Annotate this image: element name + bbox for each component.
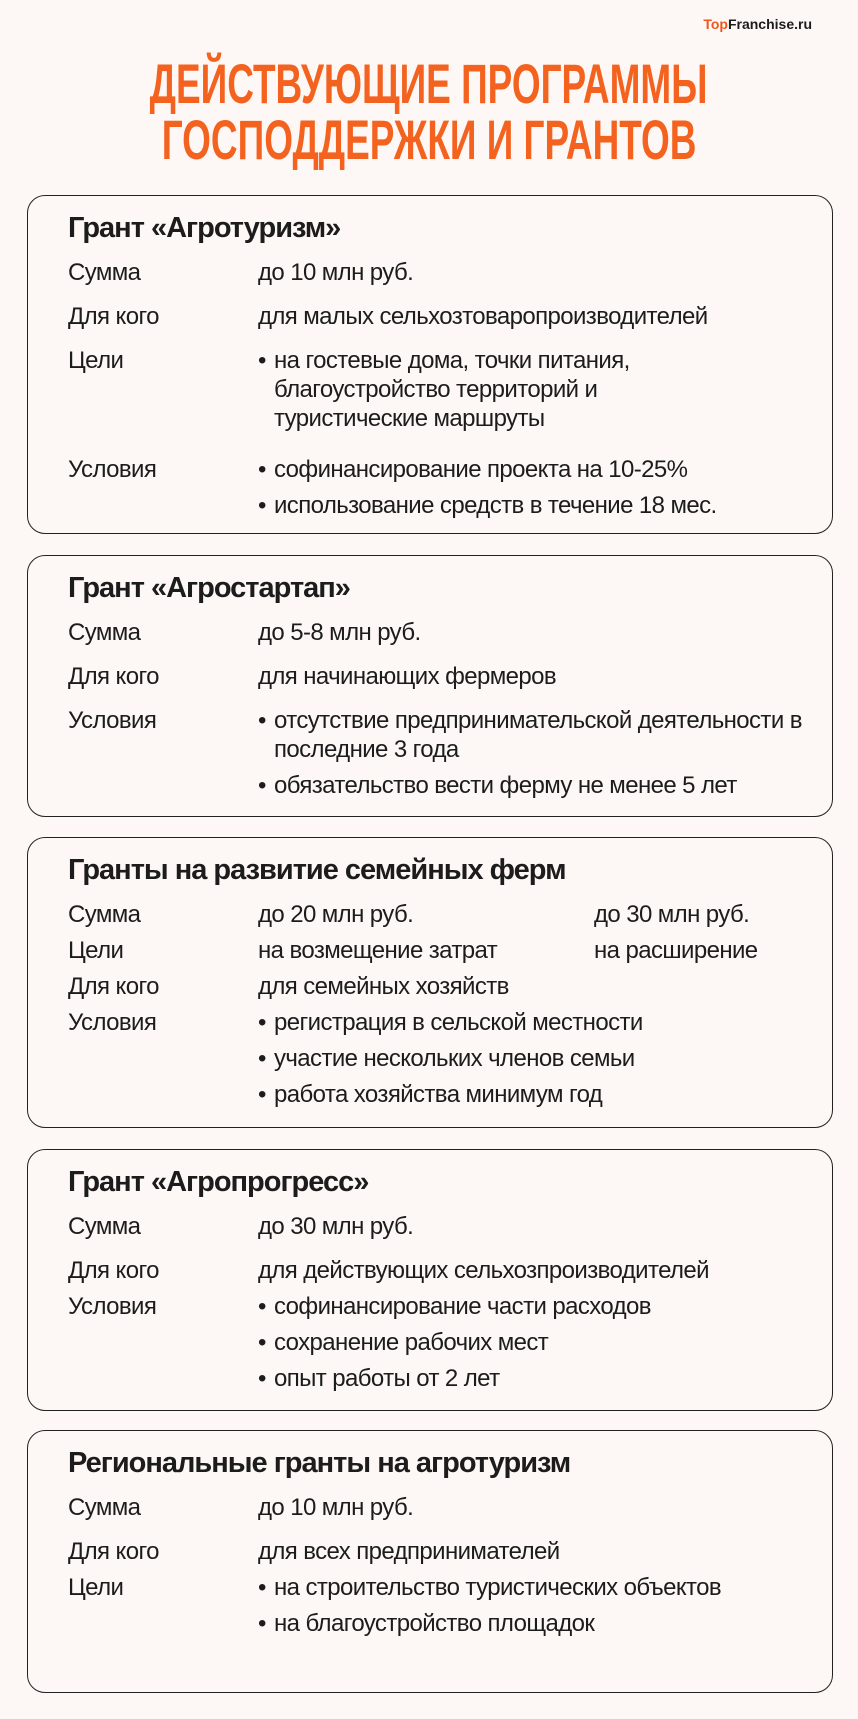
label: Сумма	[68, 259, 141, 286]
list-item: • софинансирование части расходов	[258, 1292, 818, 1321]
label: Сумма	[68, 619, 141, 646]
label: Сумма	[68, 901, 141, 928]
card-title: Грант «Агропрогресс»	[68, 1166, 369, 1198]
list-item: • софинансирование проекта на 10-25%	[258, 455, 818, 484]
value: на расширение	[594, 937, 758, 964]
label: Для кого	[68, 1538, 159, 1565]
value: до 10 млн руб.	[258, 259, 414, 286]
label: Цели	[68, 347, 124, 374]
label: Условия	[68, 707, 157, 734]
label: Для кого	[68, 663, 159, 690]
value: для семейных хозяйств	[258, 973, 509, 1000]
list-item: • на благоустройство площадок	[258, 1609, 818, 1638]
label: Условия	[68, 1009, 157, 1036]
value: до 30 млн руб.	[594, 901, 750, 928]
value: до 20 млн руб.	[258, 901, 414, 928]
list-item: • участие нескольких членов семьи	[258, 1044, 818, 1073]
value: на возмещение затрат	[258, 937, 498, 964]
label: Для кого	[68, 1257, 159, 1284]
list-item: • работа хозяйства минимум год	[258, 1080, 818, 1109]
label: Цели	[68, 1574, 124, 1601]
list-item: • регистрация в сельской местности	[258, 1008, 818, 1037]
label: Сумма	[68, 1494, 141, 1521]
grant-card-agrostartup	[27, 555, 833, 817]
list-item: • на строительство туристических объектов	[258, 1573, 818, 1602]
value: для начинающих фермеров	[258, 663, 557, 690]
grant-card-agrotourism	[27, 195, 833, 534]
label: Условия	[68, 1293, 157, 1320]
value: до 30 млн руб.	[258, 1213, 414, 1240]
grant-card-family-farms	[27, 837, 833, 1128]
card-title: Гранты на развитие семейных ферм	[68, 854, 566, 886]
list-item: • сохранение рабочих мест	[258, 1328, 818, 1357]
value: до 10 млн руб.	[258, 1494, 414, 1521]
list-item: • отсутствие предпринимательской деятельности в последние 3 года	[258, 706, 828, 764]
grant-card-regional	[27, 1430, 833, 1693]
card-title: Региональные гранты на агротуризм	[68, 1447, 571, 1479]
list-item: • обязательство вести ферму не менее 5 лет	[258, 771, 828, 800]
logo: TopFranchise.ru	[703, 16, 812, 32]
label: Сумма	[68, 1213, 141, 1240]
label: Для кого	[68, 303, 159, 330]
label: Для кого	[68, 973, 159, 1000]
value: для всех предпринимателей	[258, 1538, 560, 1565]
list-item: • на гостевые дома, точки питания, благоустройство территорий и туристические маршруты	[258, 346, 658, 433]
value: для действующих сельхозпроизводителей	[258, 1257, 709, 1284]
grant-card-agroprogress	[27, 1149, 833, 1411]
label: Условия	[68, 456, 157, 483]
card-title: Грант «Агростартап»	[68, 572, 350, 604]
page-title: ДЕЙСТВУЮЩИЕ ПРОГРАММЫ ГОСПОДДЕРЖКИ И ГРАНТОВ	[150, 52, 708, 171]
value: до 5-8 млн руб.	[258, 619, 421, 646]
label: Цели	[68, 937, 124, 964]
list-item: • опыт работы от 2 лет	[258, 1364, 818, 1393]
list-item: • использование средств в течение 18 мес.	[258, 491, 818, 520]
value: для малых сельхозтоваропроизводителей	[258, 303, 708, 330]
card-title: Грант «Агротуризм»	[68, 212, 341, 244]
